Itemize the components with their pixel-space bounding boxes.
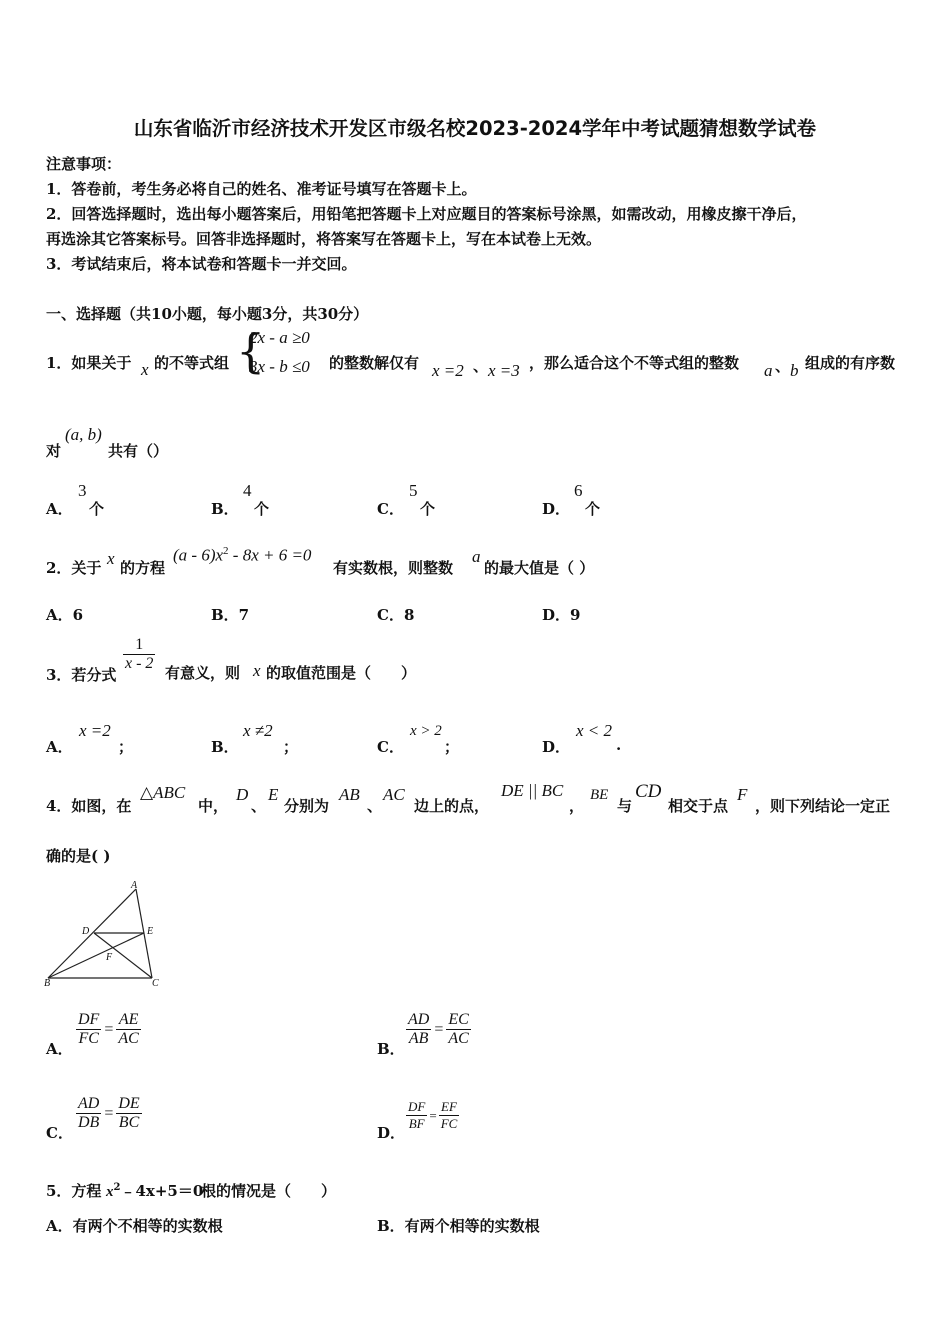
q3-option-c-value: x > 2 [410,723,442,739]
q4-d-num-2: EF [439,1099,460,1116]
fig-label-e: E [147,926,154,937]
fig-line-be [48,933,144,978]
q4-option-b-expr [406,1011,471,1048]
q1-option-a-unit: 个 [89,500,105,518]
q1-pair: (a, b) [65,425,102,444]
fig-label-f: F [106,952,113,963]
q4-option-a-expr [76,1011,141,1048]
q4-parallel: DE || BC [501,781,564,800]
q4-option-d-expr [406,1099,459,1132]
q4-d-eq: = [429,1107,437,1123]
q2-text-4: 的最大值是（ ） [484,559,595,577]
q1-text-1: 1．如果关于 [46,354,132,372]
q2-option-c[interactable]: C．8 [377,606,415,624]
q5-option-a[interactable]: A．有两个不相等的实数根 [46,1217,223,1235]
q4-a-den-1: FC [78,1030,99,1047]
q4-b-eq: = [434,1020,444,1038]
q4-c-den-1: DB [78,1114,100,1131]
q3-option-b-end: ； [283,738,299,756]
q5-eq-rest: ﹣4x+5＝0 [120,1182,204,1200]
q1-solution-1: x =2 [432,361,464,380]
q4-point-e: E [268,785,279,804]
q3-text-2: 有意义，则 [165,664,241,682]
q2-text-1: 2．关于 [46,559,102,577]
q2-var-x: x [107,549,115,568]
note-3: 3．考试结束后，将本试卷和答题卡一并交回。 [46,255,357,273]
q1-brace: { [236,324,266,378]
q1-option-d-label[interactable]: D． [542,500,571,518]
q2-option-b[interactable]: B．7 [211,606,250,624]
q4-c-eq: = [104,1104,114,1122]
q4-sep: 、 [251,797,267,815]
q4-side-ac: AC [383,785,405,804]
q2-option-d[interactable]: D．9 [542,606,581,624]
q2-text-2: 的方程 [120,559,166,577]
q3-option-a-end: ； [118,738,134,756]
q1-sep: 、 [473,357,489,375]
q1-text-4: ，那么适合这个不等式组的整数 [529,354,740,372]
q4-point-d: D [236,785,249,804]
q4-text-8: 确的是( ) [46,847,111,865]
q4-segment-be: BE [590,787,609,803]
q5-text-2: 根的情况是（ ） [201,1182,337,1200]
q1-text-2: 的不等式组 [154,354,230,372]
q4-c-num-2: DE [118,1095,140,1112]
q3-option-a-label[interactable]: A． [46,738,73,756]
q2-equation [173,545,311,566]
q1-option-b-unit: 个 [254,500,270,518]
q4-option-c-expr [76,1095,142,1132]
q4-segment-cd: CD [635,781,662,802]
q4-side-ab: AB [339,785,360,804]
q1-text-5: 组成的有序数 [805,354,896,372]
q4-d-num-1: DF [408,1099,426,1114]
q4-option-d-label[interactable]: D． [377,1124,406,1142]
q4-text-5: 与 [617,797,633,815]
q1-option-a-label[interactable]: A． [46,500,73,518]
q1-ineq-1: 2x - a ≥0 [249,328,310,347]
q5-eq-x: x [106,1184,114,1200]
q1-text-6: 对 [46,442,62,460]
q1-option-d-unit: 个 [585,500,601,518]
q1-option-c-value: 5 [409,481,418,500]
q4-b-num-2: EC [448,1011,469,1028]
q4-triangle: △ABC [140,783,186,802]
q4-a-num-1: DF [78,1011,100,1028]
q1-var-x: x [141,360,149,379]
q3-text-3: 的取值范围是（ ） [266,664,417,682]
q3-option-c-label[interactable]: C． [377,738,404,756]
q2-eq-sup: 2 [223,545,229,557]
q1-option-c-label[interactable]: C． [377,500,404,518]
q1-ineq-2: 3x - b ≤0 [249,357,310,376]
note-2a: 2．回答选择题时，选出每小题答案后，用铅笔把答题卡上对应题目的答案标号涂黑，如需改动，用橡皮擦干净后， [46,205,807,223]
q3-option-a-value: x =2 [79,721,111,740]
q1-var-a: a [764,361,773,380]
note-2b: 再选涂其它答案标号。回答非选择题时，将答案写在答题卡上，写在本试卷上无效。 [46,230,602,248]
q4-d-den-2: FC [440,1116,458,1131]
q4-d-den-1: BF [408,1116,425,1131]
section-heading: 一、选择题（共10小题，每小题3分，共30分） [46,305,369,323]
q3-option-d-label[interactable]: D． [542,738,571,756]
q4-comma: ， [569,797,585,815]
q1-var-b: b [790,361,799,380]
q1-text-7: 共有（） [108,442,169,460]
fig-label-c: C [152,978,159,989]
q1-option-b-value: 4 [243,481,252,500]
q4-b-den-2: AC [448,1030,469,1047]
q2-option-a[interactable]: A．6 [46,606,84,624]
q4-sep-2: 、 [367,797,383,815]
q3-option-d-end: . [616,736,622,754]
q3-fraction-num: 1 [123,636,155,655]
q1-option-b-label[interactable]: B． [211,500,239,518]
q4-figure [40,878,170,990]
q4-text-3: 分别为 [284,797,330,815]
q1-sep-2: 、 [775,357,791,375]
q1-solution-2: x =3 [488,361,520,380]
q4-a-eq: = [104,1020,114,1038]
q3-fraction [123,636,155,673]
q5-option-b[interactable]: B．有两个相等的实数根 [377,1217,540,1235]
q4-a-num-2: AE [116,1011,140,1030]
fig-label-d: D [82,926,90,937]
fig-label-a: A [131,880,138,891]
q3-option-c-end: ； [444,738,460,756]
q4-text-2: 中， [198,797,229,815]
q4-text-1: 4．如图，在 [46,797,132,815]
fig-line-cd [94,933,152,978]
q4-point-f: F [737,785,748,804]
q5-eq-sup: 2 [113,1182,121,1193]
q4-b-num-1: AD [408,1011,430,1028]
q4-option-a-label[interactable]: A． [46,1040,73,1058]
q2-var-a: a [472,547,481,566]
q1-option-a-value: 3 [78,481,87,500]
page-title: 山东省临沂市经济技术开发区市级名校2023-2024学年中考试题猜想数学试卷 [133,117,817,140]
q4-b-den-1: AB [408,1030,429,1047]
q1-option-d-value: 6 [574,481,583,500]
q4-c-num-1: AD [78,1095,100,1112]
q2-text-3: 有实数根，则整数 [333,559,454,577]
q4-c-den-2: BC [118,1114,140,1131]
fig-label-b: B [44,978,51,989]
q1-text-3: 的整数解仅有 [329,354,420,372]
q4-option-c-label[interactable]: C． [46,1124,73,1142]
note-1: 1．答卷前，考生务必将自己的姓名、准考证号填写在答题卡上。 [46,180,477,198]
q5-text-1: 5．方程 [46,1182,102,1200]
q4-a-den-2: AC [118,1030,139,1047]
q5-equation [106,1180,203,1201]
q3-option-b-label[interactable]: B． [211,738,239,756]
q4-text-4: 边上的点， [414,797,490,815]
q1-option-c-unit: 个 [420,500,436,518]
q2-eq-part-a: (a - 6)x [173,545,224,565]
notes-heading: 注意事项： [46,155,122,173]
q3-var-x: x [253,661,261,680]
q4-text-7: ，则下列结论一定正 [755,797,891,815]
q3-option-b-value: x ≠2 [243,721,273,740]
q3-fraction-den: x - 2 [125,655,154,672]
q4-text-6: 相交于点 [668,797,729,815]
q2-eq-part-b: - 8x + 6 =0 [228,545,312,565]
q3-text-1: 3．若分式 [46,666,117,684]
q4-option-b-label[interactable]: B． [377,1040,405,1058]
q3-option-d-value: x < 2 [576,721,613,740]
